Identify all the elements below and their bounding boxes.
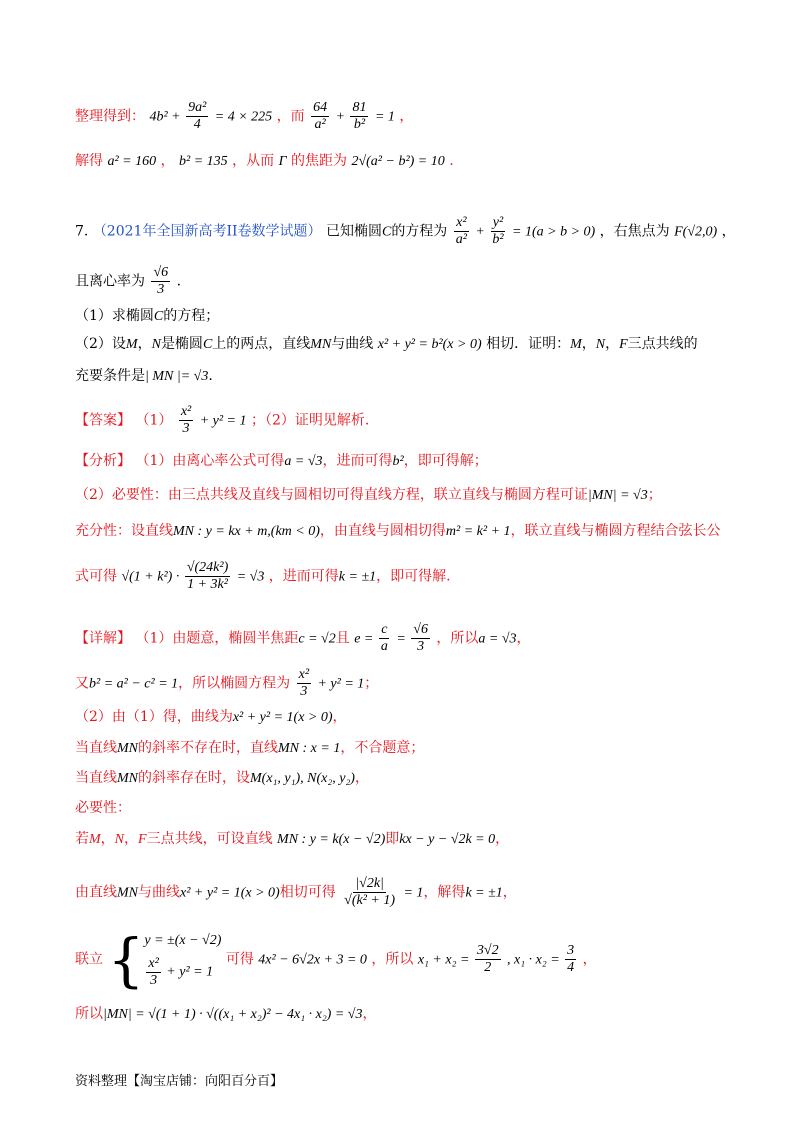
detail-line-8: 由直线MN与曲线x² + y² = 1(x > 0)相切可得 $\frac{|√2k|}{\text{√(k² + 1)}}$ = 1，解得k = ±1， [75,876,517,908]
answer-line: 【答案】 （1） $\frac{\text{x²}}{3}$ + y² = 1 ；（2）证明见解析. [75,404,370,436]
detail-line-1: 【详解】 （1）由题意，椭圆半焦距c = √2且 e = $\frac{c}{a}$ = $\frac{√6}{3}$ ，所以a = √3， [75,622,531,654]
detail-line-2: 又b² = a² − c² = 1，所以椭圆方程为 $\frac{\text{x²}}{3}$ + y² = 1； [75,667,379,699]
solution-line-2: 解得 a² = 160 ， b² = 135 ，从而 Γ 的焦距为 2√(a² − b²) = 10 . [75,153,454,169]
question-number: 7. [75,223,89,240]
question-7-part-2-cont: 充要条件是| MN |= √3. [75,368,213,384]
detail-line-9: 联立 { y = ±(x − √2) $\frac{\text{x²}}{3}$ + y² = 1 可得 4x² − 6√2x + 3 = 0 ，所以 x₁ + x₂ = $\frac{3√2}{2}$ , x₁ · x₂ = $\frac{3}{4}$ ， [75,925,597,994]
fraction: $\frac{|√2k|}{\text{√(k² + 1)}}$ [344,876,396,908]
analysis-line-2: （2）必要性：由三点共线及直线与圆相切可得直线方程，联立直线与椭圆方程可证|MN| = √3； [75,487,662,503]
footer: 资料整理【淘宝店铺：向阳百分百】 [75,1074,284,1089]
fraction: $\frac{√6}{3}$ [413,622,428,654]
analysis-line-4: 式可得 √(1 + k²) · $\frac{\text{√(24k²)}}{\text{1 + 3k²}}$ = √3 ，进而可得k = ±1，即可得解. [75,560,451,592]
math: = 4 × 225 [214,109,273,125]
text: 整理得到： [75,108,145,125]
question-source: （2021年全国新高考II卷数学试题） [92,223,322,240]
math: 4b² + [149,109,185,125]
analysis-line-3: 充分性：设直线MN : y = kx + m,(km < 0)，由直线与圆相切得m² = k² + 1，联立直线与椭圆方程结合弦长公 [75,523,721,539]
detail-line-4: 当直线MN的斜率不存在时，直线MN : x = 1，不合题意； [75,740,425,756]
fraction: $\frac{64}{\text{a²}}$ [313,100,328,132]
question-7-part-1: （1）求椭圆C的方程； [75,308,220,324]
fraction: $\frac{\text{x²}}{3}$ [298,667,310,699]
text: ，而 [276,108,305,125]
fraction: $\frac{81}{\text{b²}}$ [352,100,367,132]
detail-line-7: 若M，N，F三点共线，可设直线 MN : y = k(x − √2)即kx − y − √2k = 0， [75,831,510,847]
detail-line-5: 当直线MN的斜率存在时，设M(x₁, y₁), N(x₂, y₂)， [75,770,369,786]
detail-tag: 【详解】 [75,630,131,647]
question-7-line-1: 7. （2021年全国新高考II卷数学试题） 已知椭圆C的方程为 $\frac{\text{x²}}{\text{a²}}$ + $\frac{\text{y²}}{\text{b²}}$ = 1(a > b > 0) ，右焦点为 F(√2,0) ， [75,215,736,247]
analysis-tag: 【分析】 [75,453,131,469]
fraction: $\frac{\text{9a²}}{4}$ [188,100,207,132]
analysis-line-1: 【分析】 （1）由离心率公式可得a = √3，进而可得b²，即可得解； [75,453,488,469]
fraction: $\frac{\text{x²}}{\text{a²}}$ [455,215,467,247]
fraction: $\frac{√6}{3}$ [153,265,169,297]
fraction: $\frac{\text{y²}}{\text{b²}}$ [492,215,504,247]
equation-system: { y = ±(x − √2) $\frac{\text{x²}}{3}$ + y² = 1 [107,925,222,994]
fraction: $\frac{c}{a}$ [380,622,388,654]
solution-line-1: 整理得到： 4b² + $\frac{\text{9a²}}{4}$ = 4 × 225 ，而 $\frac{64}{\text{a²}}$ + $\frac{81}{\text{b²}}$ = 1 ， [75,100,414,132]
left-brace-icon: { [107,925,145,994]
question-7-line-2: 且离心率为 $\frac{√6}{3}$ . [75,265,182,297]
fraction: $\frac{3}{4}$ [567,943,575,975]
answer-tag: 【答案】 [75,412,131,429]
detail-line-6: 必要性： [75,800,131,816]
detail-line-10: 所以|MN| = √(1 + 1) · √((x₁ + x₂)² − 4x₁ · x₂) = √3， [75,1006,377,1022]
detail-line-3: （2）由（1）得，曲线为x² + y² = 1(x > 0)， [75,709,347,725]
fraction: $\frac{\text{√(24k²)}}{\text{1 + 3k²}}$ [186,560,229,592]
question-7-part-2: （2）设M，N是椭圆C上的两点，直线MN与曲线 x² + y² = b²(x > 0) 相切．证明：M，N，F三点共线的 [75,336,698,352]
fraction: $\frac{3√2}{2}$ [476,943,499,975]
fraction: $\frac{\text{x²}}{3}$ [180,404,192,436]
